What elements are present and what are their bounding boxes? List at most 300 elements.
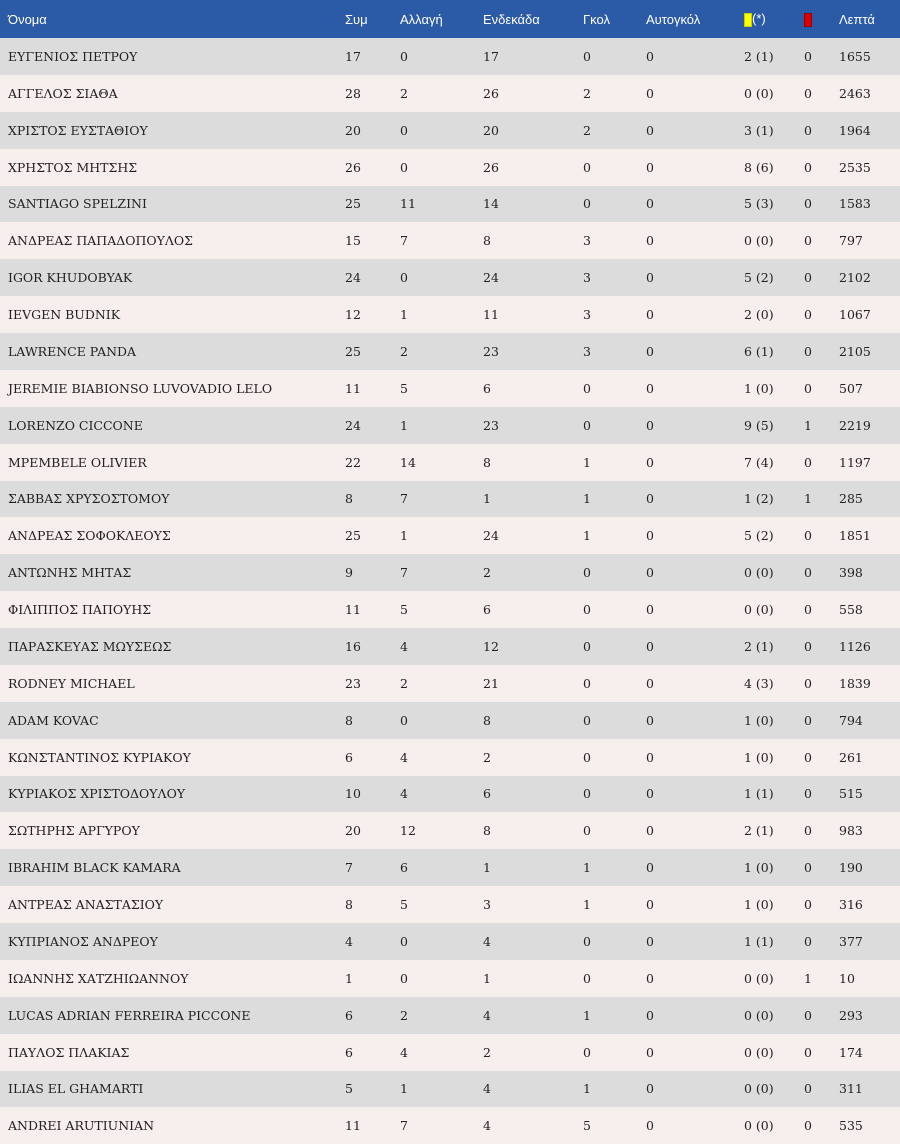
cell-own-goals: 0: [646, 528, 654, 544]
cell-name[interactable]: RODNEY MICHAEL: [8, 675, 135, 691]
cell-own-goals: 0: [646, 1118, 654, 1134]
cell-red: 0: [804, 270, 812, 286]
cell-minutes: 1964: [839, 122, 871, 138]
table-header-row: [0, 0, 900, 38]
cell-name[interactable]: ANDREI ARUTIUNIAN: [8, 1118, 155, 1134]
cell-sub: 0: [400, 933, 408, 949]
cell-start: 6: [483, 602, 491, 618]
cell-yellow: 1 (0): [744, 897, 774, 913]
col-header-minutes[interactable]: Λεπτά: [839, 11, 875, 27]
cell-sub: 12: [400, 823, 416, 839]
cell-name[interactable]: MPEMBELE OLIVIER: [8, 454, 147, 470]
cell-name[interactable]: ADAM KOVAC: [8, 712, 99, 728]
col-header-apps[interactable]: Συμ: [345, 11, 368, 27]
cell-own-goals: 0: [646, 638, 654, 654]
cell-own-goals: 0: [646, 1081, 654, 1097]
cell-minutes: 983: [839, 823, 863, 839]
cell-start: 4: [483, 1081, 491, 1097]
cell-goals: 0: [583, 602, 591, 618]
cell-start: 2: [483, 565, 491, 581]
cell-yellow: 2 (1): [744, 823, 774, 839]
cell-goals: 0: [583, 712, 591, 728]
cell-yellow: 1 (1): [744, 933, 774, 949]
cell-goals: 3: [583, 343, 591, 359]
cell-yellow: 0 (0): [744, 602, 774, 618]
cell-own-goals: 0: [646, 233, 654, 249]
cell-start: 4: [483, 933, 491, 949]
cell-sub: 7: [400, 565, 408, 581]
cell-sub: 5: [400, 897, 408, 913]
table-row: [0, 886, 900, 923]
cell-goals: 0: [583, 417, 591, 433]
cell-yellow: 0 (0): [744, 565, 774, 581]
cell-minutes: 1126: [839, 638, 871, 654]
table-row: [0, 776, 900, 813]
cell-start: 6: [483, 786, 491, 802]
cell-name[interactable]: IBRAHIM BLACK KAMARA: [8, 860, 181, 876]
cell-sub: 0: [400, 270, 408, 286]
cell-minutes: 377: [839, 933, 863, 949]
cell-start: 4: [483, 1118, 491, 1134]
cell-minutes: 174: [839, 1044, 863, 1060]
cell-minutes: 316: [839, 897, 863, 913]
cell-goals: 5: [583, 1118, 591, 1134]
cell-yellow: 0 (0): [744, 85, 774, 101]
cell-apps: 9: [345, 565, 353, 581]
cell-start: 26: [483, 85, 499, 101]
yellow-suffix: (*): [752, 11, 766, 27]
table-row: [0, 517, 900, 554]
cell-yellow: 5 (3): [744, 196, 774, 212]
cell-start: 17: [483, 48, 499, 64]
cell-own-goals: 0: [646, 602, 654, 618]
table-row: [0, 923, 900, 960]
red-card-icon: [804, 13, 812, 27]
cell-name[interactable]: ΣΑΒΒΑΣ ΧΡΥΣΟΣΤΟΜΟΥ: [8, 491, 170, 507]
cell-minutes: 1067: [839, 307, 871, 323]
cell-goals: 0: [583, 1044, 591, 1060]
cell-sub: 4: [400, 1044, 408, 1060]
cell-name[interactable]: ΑΝΤΡΕΑΣ ΑΝΑΣΤΑΣΙΟΥ: [8, 897, 164, 913]
cell-goals: 1: [583, 491, 591, 507]
cell-minutes: 1839: [839, 675, 871, 691]
cell-goals: 1: [583, 1007, 591, 1023]
table-row: [0, 333, 900, 370]
cell-sub: 1: [400, 417, 408, 433]
cell-sub: 11: [400, 196, 416, 212]
cell-apps: 26: [345, 159, 361, 175]
cell-goals: 0: [583, 749, 591, 765]
cell-apps: 24: [345, 270, 361, 286]
cell-sub: 5: [400, 602, 408, 618]
cell-start: 1: [483, 860, 491, 876]
cell-goals: 0: [583, 823, 591, 839]
cell-name[interactable]: ΧΡΙΣΤΟΣ ΕΥΣΤΑΘΙΟΥ: [8, 122, 148, 138]
cell-apps: 11: [345, 380, 361, 396]
col-header-goals[interactable]: Γκολ: [583, 11, 610, 27]
cell-red: 0: [804, 565, 812, 581]
cell-sub: 1: [400, 528, 408, 544]
cell-red: 0: [804, 1118, 812, 1134]
cell-yellow: 4 (3): [744, 675, 774, 691]
cell-yellow: 0 (0): [744, 1118, 774, 1134]
cell-goals: 0: [583, 970, 591, 986]
cell-own-goals: 0: [646, 675, 654, 691]
cell-apps: 8: [345, 491, 353, 507]
cell-yellow: 6 (1): [744, 343, 774, 359]
cell-apps: 25: [345, 196, 361, 212]
cell-apps: 4: [345, 933, 353, 949]
yellow-card-icon: [744, 13, 752, 27]
cell-yellow: 2 (0): [744, 307, 774, 323]
cell-minutes: 285: [839, 491, 863, 507]
cell-goals: 0: [583, 638, 591, 654]
cell-goals: 3: [583, 270, 591, 286]
cell-red: 0: [804, 307, 812, 323]
cell-sub: 2: [400, 675, 408, 691]
cell-minutes: 1655: [839, 48, 871, 64]
cell-apps: 20: [345, 823, 361, 839]
cell-minutes: 797: [839, 233, 863, 249]
cell-yellow: 2 (1): [744, 48, 774, 64]
cell-minutes: 190: [839, 860, 863, 876]
cell-name[interactable]: ΑΝΔΡΕΑΣ ΣΟΦΟΚΛΕΟΥΣ: [8, 528, 171, 544]
cell-own-goals: 0: [646, 307, 654, 323]
cell-yellow: 0 (0): [744, 1007, 774, 1023]
cell-red: 0: [804, 1081, 812, 1097]
cell-name[interactable]: SANTIAGO SPELZINI: [8, 196, 147, 212]
cell-own-goals: 0: [646, 970, 654, 986]
cell-sub: 5: [400, 380, 408, 396]
cell-sub: 4: [400, 638, 408, 654]
cell-start: 1: [483, 970, 491, 986]
cell-start: 24: [483, 528, 499, 544]
cell-sub: 0: [400, 970, 408, 986]
cell-start: 3: [483, 897, 491, 913]
cell-name[interactable]: LORENZO CICCONE: [8, 417, 143, 433]
cell-minutes: 535: [839, 1118, 863, 1134]
cell-apps: 11: [345, 602, 361, 618]
cell-minutes: 2219: [839, 417, 871, 433]
cell-name[interactable]: ΚΩΝΣΤΑΝΤΙΝΟΣ ΚΥΡΙΑΚΟΥ: [8, 749, 191, 765]
table-row: [0, 444, 900, 481]
cell-apps: 17: [345, 48, 361, 64]
cell-yellow: 1 (1): [744, 786, 774, 802]
cell-red: 0: [804, 122, 812, 138]
cell-own-goals: 0: [646, 380, 654, 396]
cell-name[interactable]: ΣΩΤΗΡΗΣ ΑΡΓΥΡΟΥ: [8, 823, 140, 839]
cell-red: 0: [804, 454, 812, 470]
cell-sub: 1: [400, 1081, 408, 1097]
table-row: [0, 75, 900, 112]
table-row: [0, 997, 900, 1034]
table-row: [0, 739, 900, 776]
cell-own-goals: 0: [646, 159, 654, 175]
cell-minutes: 1583: [839, 196, 871, 212]
cell-sub: 6: [400, 860, 408, 876]
col-header-sub[interactable]: Αλλαγή: [400, 11, 443, 27]
cell-name[interactable]: LAWRENCE PANDA: [8, 343, 137, 359]
cell-name[interactable]: ΠΑΥΛΟΣ ΠΛΑΚΙΑΣ: [8, 1044, 130, 1060]
cell-minutes: 794: [839, 712, 863, 728]
cell-yellow: 0 (0): [744, 1081, 774, 1097]
cell-goals: 1: [583, 528, 591, 544]
cell-start: 11: [483, 307, 499, 323]
table-row: [0, 1071, 900, 1108]
table-row: [0, 186, 900, 223]
col-header-start[interactable]: Ενδεκάδα: [483, 11, 540, 27]
cell-red: 0: [804, 380, 812, 396]
cell-red: 0: [804, 602, 812, 618]
table-row: [0, 38, 900, 75]
cell-apps: 25: [345, 528, 361, 544]
cell-name[interactable]: ΑΓΓΕΛΟΣ ΣΙΑΘΑ: [8, 85, 118, 101]
cell-goals: 0: [583, 48, 591, 64]
cell-minutes: 1197: [839, 454, 871, 470]
table-row: [0, 591, 900, 628]
cell-name[interactable]: ΠΑΡΑΣΚΕΥΑΣ ΜΩΥΣΕΩΣ: [8, 638, 172, 654]
cell-apps: 10: [345, 786, 361, 802]
cell-name[interactable]: ΧΡΗΣΤΟΣ ΜΗΤΣΗΣ: [8, 159, 138, 175]
cell-apps: 7: [345, 860, 353, 876]
cell-own-goals: 0: [646, 85, 654, 101]
cell-yellow: 1 (2): [744, 491, 774, 507]
cell-own-goals: 0: [646, 343, 654, 359]
cell-goals: 0: [583, 565, 591, 581]
cell-apps: 15: [345, 233, 361, 249]
cell-goals: 1: [583, 897, 591, 913]
cell-yellow: 0 (0): [744, 233, 774, 249]
cell-own-goals: 0: [646, 749, 654, 765]
table-row: [0, 222, 900, 259]
cell-goals: 3: [583, 233, 591, 249]
table-row: [0, 1107, 900, 1144]
cell-red: 1: [804, 491, 812, 507]
cell-apps: 6: [345, 1044, 353, 1060]
table-row: [0, 296, 900, 333]
cell-name[interactable]: IEVGEN BUDNIK: [8, 307, 121, 323]
col-header-own-goals[interactable]: Αυτογκόλ: [646, 11, 701, 27]
table-row: [0, 849, 900, 886]
cell-own-goals: 0: [646, 1007, 654, 1023]
cell-red: 1: [804, 417, 812, 433]
cell-red: 1: [804, 970, 812, 986]
cell-name[interactable]: ΦΙΛΙΠΠΟΣ ΠΑΠΟΥΗΣ: [8, 602, 152, 618]
cell-red: 0: [804, 897, 812, 913]
cell-sub: 1: [400, 307, 408, 323]
cell-minutes: 293: [839, 1007, 863, 1023]
cell-own-goals: 0: [646, 712, 654, 728]
cell-goals: 0: [583, 933, 591, 949]
cell-own-goals: 0: [646, 491, 654, 507]
cell-goals: 3: [583, 307, 591, 323]
cell-yellow: 2 (1): [744, 638, 774, 654]
cell-apps: 11: [345, 1118, 361, 1134]
cell-yellow: 5 (2): [744, 528, 774, 544]
cell-minutes: 261: [839, 749, 863, 765]
cell-red: 0: [804, 860, 812, 876]
cell-minutes: 10: [839, 970, 855, 986]
cell-yellow: 9 (5): [744, 417, 774, 433]
cell-start: 23: [483, 417, 499, 433]
cell-goals: 0: [583, 675, 591, 691]
cell-sub: 0: [400, 159, 408, 175]
cell-start: 8: [483, 233, 491, 249]
cell-own-goals: 0: [646, 417, 654, 433]
col-header-name[interactable]: Όνομα: [8, 11, 47, 27]
cell-yellow: 1 (0): [744, 712, 774, 728]
cell-sub: 4: [400, 786, 408, 802]
cell-name[interactable]: ΚΥΠΡΙΑΝΟΣ ΑΝΔΡΕΟΥ: [8, 933, 158, 949]
cell-yellow: 1 (0): [744, 860, 774, 876]
cell-minutes: 507: [839, 380, 863, 396]
cell-yellow: 7 (4): [744, 454, 774, 470]
cell-red: 0: [804, 823, 812, 839]
cell-apps: 8: [345, 897, 353, 913]
cell-red: 0: [804, 1007, 812, 1023]
table-row: [0, 370, 900, 407]
table-row: [0, 554, 900, 591]
table-body: [0, 38, 900, 1144]
cell-apps: 5: [345, 1081, 353, 1097]
cell-start: 4: [483, 1007, 491, 1023]
cell-apps: 16: [345, 638, 361, 654]
cell-goals: 0: [583, 196, 591, 212]
cell-red: 0: [804, 1044, 812, 1060]
table-row: [0, 1034, 900, 1071]
cell-start: 2: [483, 1044, 491, 1060]
cell-sub: 7: [400, 233, 408, 249]
table-row: [0, 960, 900, 997]
cell-red: 0: [804, 675, 812, 691]
cell-sub: 2: [400, 1007, 408, 1023]
cell-apps: 24: [345, 417, 361, 433]
cell-own-goals: 0: [646, 933, 654, 949]
cell-sub: 4: [400, 749, 408, 765]
cell-start: 8: [483, 712, 491, 728]
cell-own-goals: 0: [646, 1044, 654, 1060]
cell-minutes: 2463: [839, 85, 871, 101]
cell-minutes: 2535: [839, 159, 871, 175]
cell-yellow: 8 (6): [744, 159, 774, 175]
table-row: [0, 407, 900, 444]
cell-start: 8: [483, 454, 491, 470]
table-row: [0, 149, 900, 186]
cell-apps: 1: [345, 970, 353, 986]
cell-minutes: 515: [839, 786, 863, 802]
cell-name[interactable]: ΙΩΑΝΝΗΣ ΧΑΤΖΗΙΩΑΝΝΟΥ: [8, 970, 189, 986]
cell-red: 0: [804, 343, 812, 359]
cell-own-goals: 0: [646, 454, 654, 470]
cell-apps: 8: [345, 712, 353, 728]
cell-start: 2: [483, 749, 491, 765]
cell-goals: 1: [583, 860, 591, 876]
cell-name[interactable]: ILIAS EL GHAMARTI: [8, 1081, 144, 1097]
cell-apps: 28: [345, 85, 361, 101]
cell-apps: 20: [345, 122, 361, 138]
cell-yellow: 5 (2): [744, 270, 774, 286]
cell-name[interactable]: LUCAS ADRIAN FERREIRA PICCONE: [8, 1007, 251, 1023]
cell-minutes: 558: [839, 602, 863, 618]
cell-name[interactable]: ΑΝΔΡΕΑΣ ΠΑΠΑΔΟΠΟΥΛΟΣ: [8, 233, 194, 249]
cell-own-goals: 0: [646, 897, 654, 913]
cell-yellow: 3 (1): [744, 122, 774, 138]
cell-own-goals: 0: [646, 860, 654, 876]
cell-minutes: 1851: [839, 528, 871, 544]
cell-start: 21: [483, 675, 499, 691]
cell-apps: 12: [345, 307, 361, 323]
cell-name[interactable]: IGOR KHUDOBYAK: [8, 270, 133, 286]
table-row: [0, 628, 900, 665]
cell-own-goals: 0: [646, 786, 654, 802]
cell-goals: 1: [583, 1081, 591, 1097]
cell-yellow: 1 (0): [744, 380, 774, 396]
cell-name[interactable]: JEREMIE BIABIONSO LUVOVADIO LELO: [8, 380, 273, 396]
cell-red: 0: [804, 712, 812, 728]
cell-minutes: 2105: [839, 343, 871, 359]
cell-own-goals: 0: [646, 565, 654, 581]
cell-start: 20: [483, 122, 499, 138]
cell-minutes: 311: [839, 1081, 863, 1097]
table-row: [0, 665, 900, 702]
cell-apps: 22: [345, 454, 361, 470]
cell-goals: 0: [583, 159, 591, 175]
cell-apps: 6: [345, 1007, 353, 1023]
cell-own-goals: 0: [646, 823, 654, 839]
cell-name[interactable]: ΕΥΓΕΝΙΟΣ ΠΕΤΡΟΥ: [8, 48, 138, 64]
cell-goals: 0: [583, 786, 591, 802]
cell-goals: 2: [583, 122, 591, 138]
cell-start: 23: [483, 343, 499, 359]
cell-apps: 6: [345, 749, 353, 765]
cell-own-goals: 0: [646, 270, 654, 286]
cell-minutes: 2102: [839, 270, 871, 286]
cell-sub: 14: [400, 454, 416, 470]
cell-start: 8: [483, 823, 491, 839]
cell-minutes: 398: [839, 565, 863, 581]
cell-own-goals: 0: [646, 122, 654, 138]
cell-red: 0: [804, 196, 812, 212]
cell-yellow: 0 (0): [744, 1044, 774, 1060]
col-header-yellow[interactable]: [744, 0, 804, 38]
cell-goals: 0: [583, 380, 591, 396]
cell-sub: 0: [400, 712, 408, 728]
cell-sub: 2: [400, 343, 408, 359]
cell-red: 0: [804, 933, 812, 949]
cell-sub: 0: [400, 48, 408, 64]
col-header-red[interactable]: [804, 0, 839, 38]
cell-name[interactable]: ΚΥΡΙΑΚΟΣ ΧΡΙΣΤΟΔΟΥΛΟΥ: [8, 786, 186, 802]
cell-red: 0: [804, 159, 812, 175]
cell-yellow: 1 (0): [744, 749, 774, 765]
table-row: [0, 259, 900, 296]
table-row: [0, 812, 900, 849]
cell-goals: 1: [583, 454, 591, 470]
cell-sub: 2: [400, 85, 408, 101]
cell-sub: 7: [400, 1118, 408, 1134]
cell-red: 0: [804, 48, 812, 64]
cell-name[interactable]: ΑΝΤΩΝΗΣ ΜΗΤΑΣ: [8, 565, 132, 581]
cell-start: 12: [483, 638, 499, 654]
cell-red: 0: [804, 528, 812, 544]
cell-goals: 2: [583, 85, 591, 101]
cell-own-goals: 0: [646, 48, 654, 64]
cell-start: 26: [483, 159, 499, 175]
table-row: [0, 481, 900, 518]
cell-apps: 25: [345, 343, 361, 359]
cell-start: 24: [483, 270, 499, 286]
cell-red: 0: [804, 85, 812, 101]
